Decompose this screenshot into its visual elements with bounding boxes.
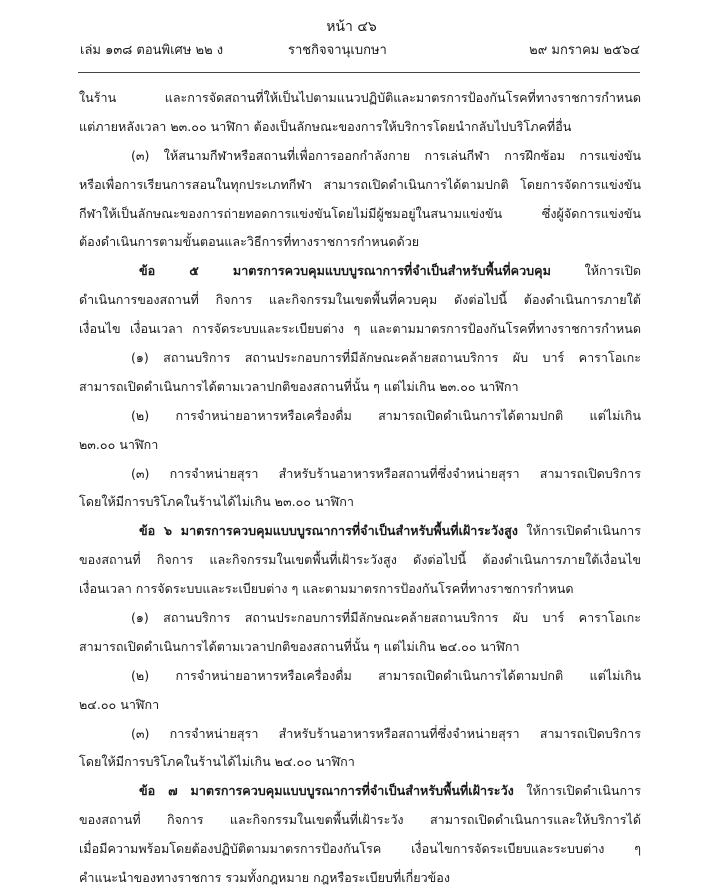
publication-date: ๒๙ มกราคม ๒๕๖๔ bbox=[529, 43, 640, 58]
text-line: ของสถานที่ กิจการ และกิจกรรมในเขตพื้นที่เฝ้าระวังสูง ดังต่อไปนี้ ต้องดำเนินการภายใต้เงื่อนไข bbox=[79, 552, 641, 568]
volume-issue: เล่ม ๑๓๘ ตอนพิเศษ ๒๒ ง bbox=[80, 43, 224, 58]
header-divider bbox=[78, 72, 640, 73]
text-line: เงื่อนไข เงื่อนเวลา การจัดระบบและระเบียบต่าง ๆ และตามมาตรการป้องกันโรคที่ทางราชการกำหนด bbox=[79, 321, 641, 337]
text-line: คำแนะนำของทางราชการ รวมทั้งกฎหมาย กฎหรือระเบียบที่เกี่ยวข้อง bbox=[79, 870, 450, 886]
section-lead: ข้อ ๖ มาตรการควบคุมแบบบูรณาการที่จำเป็นสำหรับพื้นที่เฝ้าระวังสูง bbox=[139, 523, 518, 539]
text-line: ๒๓.๐๐ นาฬิกา bbox=[79, 436, 159, 452]
text-line: เงื่อนเวลา การจัดระบบและระเบียบต่าง ๆ และตามมาตรการป้องกันโรคที่ทางราชการกำหนด bbox=[79, 581, 574, 597]
clause-item: (๒) การจำหน่ายอาหารหรือเครื่องดื่ม สามารถเปิดดำเนินการได้ตามปกติ แต่ไม่เกิน bbox=[131, 407, 641, 423]
clause-item: (๑) สถานบริการ สถานประกอบการที่มีลักษณะคล้ายสถานบริการ ผับ บาร์ คาราโอเกะ bbox=[131, 350, 641, 366]
text-line: ในร้าน และการจัดสถานที่ให้เป็นไปตามแนวปฏิบัติและมาตรการป้องกันโรคที่ทางราชการกำหนด bbox=[79, 90, 641, 105]
gazette-header bbox=[80, 42, 640, 60]
section-rest: ให้การเปิดดำเนินการ bbox=[513, 783, 641, 799]
section-5-heading bbox=[79, 257, 641, 286]
text-line: โดยให้มีการบริโภคในร้านได้ไม่เกิน ๒๓.๐๐ นาฬิกา bbox=[79, 494, 354, 510]
section-7-heading bbox=[79, 777, 641, 806]
section-rest: ให้การเปิด bbox=[550, 263, 641, 279]
section-lead: ข้อ ๗ มาตรการควบคุมแบบบูรณาการที่จำเป็นสำหรับพื้นที่เฝ้าระวัง bbox=[139, 783, 514, 799]
clause-item: (๒) การจำหน่ายอาหารหรือเครื่องดื่ม สามารถเปิดดำเนินการได้ตามปกติ แต่ไม่เกิน bbox=[131, 667, 641, 683]
text-line: แต่ภายหลังเวลา ๒๓.๐๐ นาฬิกา ต้องเป็นลักษณะของการให้บริการโดยนำกลับไปบริโภคที่อื่น bbox=[79, 118, 572, 134]
clause-item: (๓) ให้สนามกีฬาหรือสถานที่เพื่อการออกกำลังกาย การเล่นกีฬา การฝึกซ้อม การแข่งขัน bbox=[131, 147, 641, 163]
text-line: ดำเนินการของสถานที่ กิจการ และกิจกรรมในเขตพื้นที่ควบคุม ดังต่อไปนี้ ต้องดำเนินการภายใต้ bbox=[79, 292, 641, 308]
section-6-heading bbox=[79, 517, 641, 546]
text-line: ๒๔.๐๐ นาฬิกา bbox=[79, 696, 160, 712]
clause-item: (๓) การจำหน่ายสุรา สำหรับร้านอาหารหรือสถานที่ซึ่งจำหน่ายสุรา สามารถเปิดบริการ bbox=[131, 465, 641, 481]
text-line: ของสถานที่ กิจการ และกิจกรรมในเขตพื้นที่เฝ้าระวัง สามารถเปิดดำเนินการและให้บริการได้ bbox=[79, 812, 641, 828]
clause-item: (๓) การจำหน่ายสุรา สำหรับร้านอาหารหรือสถานที่ซึ่งจำหน่ายสุรา สามารถเปิดบริการ bbox=[131, 725, 641, 741]
text-line: สามารถเปิดดำเนินการได้ตามเวลาปกติของสถานที่นั้น ๆ แต่ไม่เกิน ๒๓.๐๐ นาฬิกา bbox=[79, 378, 519, 394]
section-rest: ให้การเปิดดำเนินการ bbox=[517, 523, 641, 539]
document-body bbox=[79, 84, 641, 893]
publication-title: ราชกิจจานุเบกษา bbox=[288, 43, 387, 58]
text-line: ต้องดำเนินการตามขั้นตอนและวิธีการที่ทางราชการกำหนดด้วย bbox=[79, 234, 420, 250]
section-lead: ข้อ ๕ มาตรการควบคุมแบบบูรณาการที่จำเป็นสำหรับพื้นที่ควบคุม bbox=[139, 263, 551, 279]
page-number: หน้า ๔๖ bbox=[326, 19, 377, 35]
text-line: หรือเพื่อการเรียนการสอนในทุกประเภทกีฬา สามารถเปิดดำเนินการได้ตามปกติ โดยการจัดการแข่งขัน bbox=[79, 176, 641, 192]
text-line: สามารถเปิดดำเนินการได้ตามเวลาปกติของสถานที่นั้น ๆ แต่ไม่เกิน ๒๔.๐๐ นาฬิกา bbox=[79, 638, 520, 654]
clause-item: (๑) สถานบริการ สถานประกอบการที่มีลักษณะคล้ายสถานบริการ ผับ บาร์ คาราโอเกะ bbox=[131, 610, 641, 626]
text-line: โดยให้มีการบริโภคในร้านได้ไม่เกิน ๒๔.๐๐ นาฬิกา bbox=[79, 754, 355, 770]
text-line: เมื่อมีความพร้อมโดยต้องปฏิบัติตามมาตรการป้องกันโรค เงื่อนไขการจัดระเบียบและระบบต่าง ๆ bbox=[79, 841, 641, 857]
text-line: กีฬาให้เป็นลักษณะของการถ่ายทอดการแข่งขันโดยไม่มีผู้ชมอยู่ในสนามแข่งขัน ซึ่งผู้จัดการแข่งขัน bbox=[79, 205, 641, 221]
